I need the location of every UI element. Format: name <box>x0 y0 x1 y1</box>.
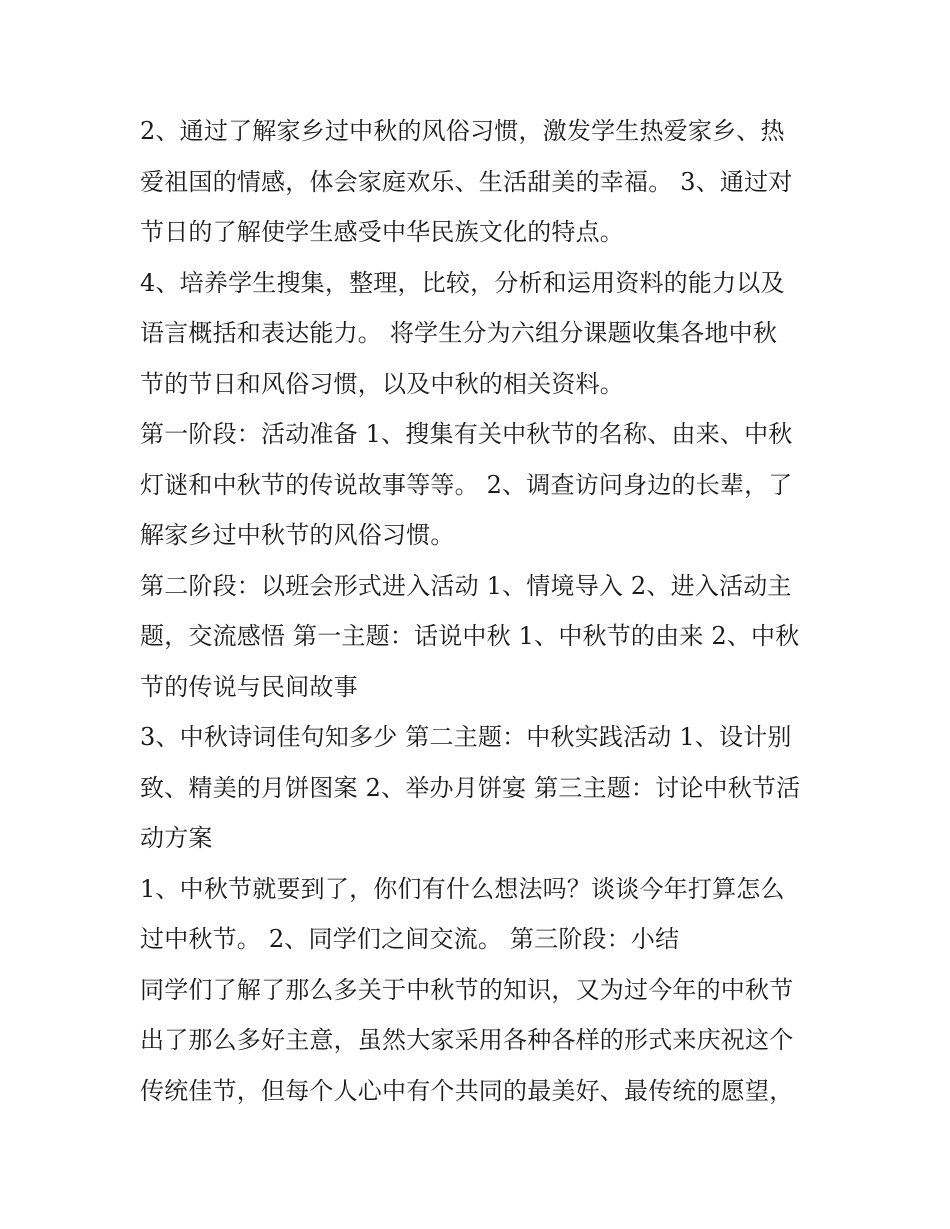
text-line-18: 同学们了解了那么多关于中秋节的知识，又为过今年的中秋节 <box>140 975 794 1004</box>
text-line-11: 题，交流感悟 第一主题：话说中秋 1、中秋节的由来 2、中秋 <box>140 622 800 650</box>
text-line-4: 4、培养学生搜集，整理，比较，分析和运用资料的能力以及 <box>140 268 785 297</box>
text-line-3: 节日的了解使学生感受中华民族文化的特点。 <box>140 218 624 246</box>
text-line-15: 动方案 <box>140 824 213 852</box>
text-line-10: 第二阶段：以班会形式进入活动 1、情境导入 2、进入活动主 <box>140 571 792 600</box>
text-line-12: 节的传说与民间故事 <box>140 672 358 701</box>
text-line-14: 致、精美的月饼图案 2、举办月饼宴 第三主题：讨论中秋节活 <box>140 773 801 802</box>
text-line-6: 节的节日和风俗习惯，以及中秋的相关资料。 <box>140 369 624 398</box>
document-body <box>140 106 820 1116</box>
text-line-5: 语言概括和表达能力。 将学生分为六组分课题收集各地中秋 <box>140 319 778 347</box>
text-line-2: 爱祖国的情感，体会家庭欢乐、生活甜美的幸福。 3、通过对 <box>140 167 793 196</box>
text-line-17: 过中秋节。 2、同学们之间交流。 第三阶段：小结 <box>140 925 680 953</box>
text-line-20: 传统佳节，但每个人心中有个共同的最美好、最传统的愿望， <box>140 1076 794 1105</box>
text-line-9: 解家乡过中秋节的风俗习惯。 <box>140 521 455 549</box>
text-line-16: 1、中秋节就要到了，你们有什么想法吗？谈谈今年打算怎么 <box>140 874 785 903</box>
text-line-13: 3、中秋诗词佳句知多少 第二主题：中秋实践活动 1、设计别 <box>140 723 792 751</box>
text-line-19: 出了那么多好主意，虽然大家采用各种各样的形式来庆祝这个 <box>140 1026 794 1054</box>
text-line-1: 2、通过了解家乡过中秋的风俗习惯，激发学生热爱家乡、热 <box>140 117 785 145</box>
text-line-7: 第一阶段：活动准备 1、搜集有关中秋节的名称、由来、中秋 <box>140 420 793 448</box>
text-line-8: 灯谜和中秋节的传说故事等等。 2、调查访问身边的长辈，了 <box>140 470 793 499</box>
